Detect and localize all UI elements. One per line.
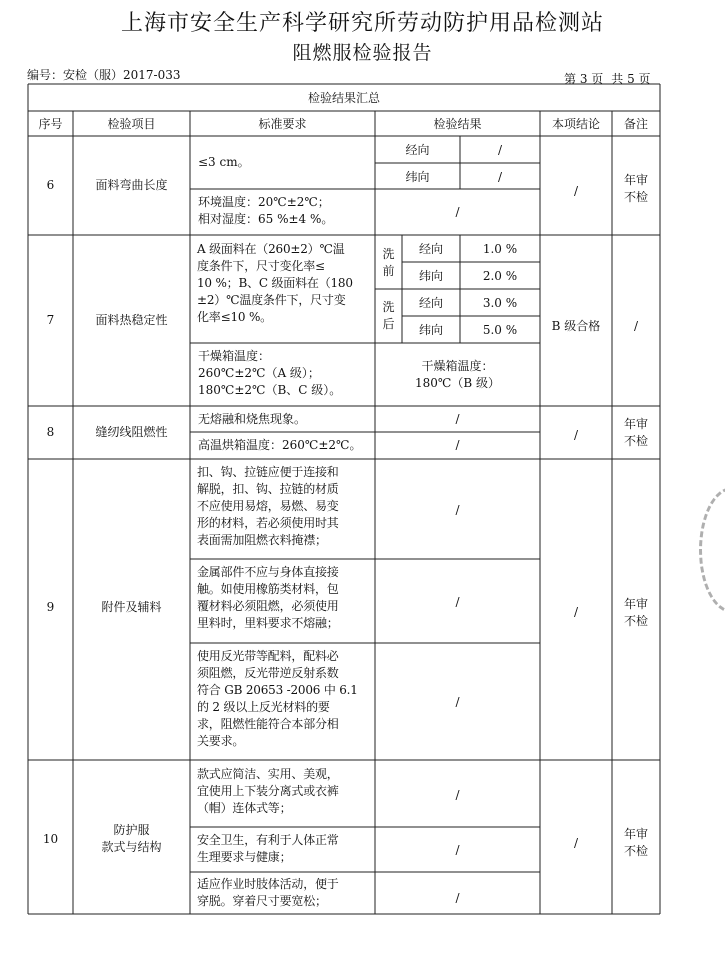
row9-item: 附件及辅料 xyxy=(101,600,162,614)
report-title: 阻燃服检验报告 xyxy=(292,42,433,64)
row7-remark: / xyxy=(633,319,639,333)
row6-warp-label: 经向 xyxy=(405,143,430,157)
row7-value-1: 1.0 % xyxy=(482,242,518,256)
row7-value-3: 3.0 % xyxy=(482,296,518,310)
row6-warp-result: / xyxy=(497,143,503,157)
row7-value-2: 2.0 % xyxy=(482,269,518,283)
document-number: 编号：安检（服）2017-033 xyxy=(27,68,181,82)
row7-after-wash-label: 洗 后 xyxy=(382,300,395,331)
row6-item: 面料弯曲长度 xyxy=(95,178,168,192)
organization-title: 上海市安全生产科学研究所劳动防护用品检测站 xyxy=(120,11,604,36)
row7-item: 面料热稳定性 xyxy=(95,313,168,327)
row6-number: 6 xyxy=(46,178,55,192)
row10-requirement-2: 安全卫生，有利于人体正常 生理要求与健康； xyxy=(197,833,339,864)
row6-weft-result: / xyxy=(497,170,503,184)
table-caption: 检验结果汇总 xyxy=(307,91,380,105)
row10-requirement-1: 款式应简洁、实用、美观， 宜使用上下装分离式或衣裤 （帽）连体式等； xyxy=(197,767,339,815)
row8-remark: 年审 不检 xyxy=(623,417,648,448)
row9-requirement-2: 金属部件不应与身体直接接 触。如使用橡筋类材料，包 覆材料必须阻燃，必须使用 里料时，里料要求不熔融； xyxy=(197,565,339,630)
row6-requirement-2: 环境温度：20℃±2℃； 相对湿度：65 %±4 %。 xyxy=(198,195,334,226)
row8-result-1: / xyxy=(455,412,460,426)
row9-conclusion: / xyxy=(573,605,579,619)
row7-warp-label-1: 经向 xyxy=(418,242,443,256)
row7-result-2: 干燥箱温度： 180℃（B 级） xyxy=(415,359,500,390)
row9-result-3: / xyxy=(455,695,460,709)
row10-requirement-3: 适应作业时肢体活动，便于 穿脱。穿着尺寸要宽松； xyxy=(197,877,339,908)
row7-before-wash-label: 洗 前 xyxy=(382,247,395,278)
col-header-item: 检验项目 xyxy=(107,117,156,131)
row7-number: 7 xyxy=(46,313,55,327)
col-header-requirement: 标准要求 xyxy=(258,117,307,131)
row10-number: 10 xyxy=(42,832,59,846)
row9-requirement-3: 使用反光带等配料，配料必 须阻燃，反光带逆反射系数 符合 GB 20653 -2006 中 6.1 的 2 级以上反光材料的要 求，阻燃性能符合本部分相 关要求。 xyxy=(197,649,358,748)
row8-requirement-2: 高温烘箱温度：260℃±2℃。 xyxy=(198,438,362,452)
row10-item: 防护服 款式与结构 xyxy=(101,823,162,854)
page-number: 第 3 页 xyxy=(564,72,604,86)
row6-condition-result: / xyxy=(455,205,460,219)
row10-result-1: / xyxy=(455,788,460,802)
row10-result-3: / xyxy=(455,891,460,905)
row7-requirement-1: A 级面料在（260±2）℃温 度条件下，尺寸变化率≤ 10 %；B、C 级面料在（180 ±2）℃温度条件下，尺寸变 化率≤10 %。 xyxy=(197,242,353,324)
row7-weft-label-1: 纬向 xyxy=(418,269,443,283)
row10-remark: 年审 不检 xyxy=(623,827,648,858)
row6-weft-label: 纬向 xyxy=(405,170,430,184)
row7-weft-label-2: 纬向 xyxy=(418,323,443,337)
row10-result-2: / xyxy=(455,843,460,857)
row6-conclusion: / xyxy=(573,184,579,198)
row7-warp-label-2: 经向 xyxy=(418,296,443,310)
col-header-result: 检验结果 xyxy=(433,117,482,131)
page-total: 共 5 页 xyxy=(611,72,651,86)
row8-number: 8 xyxy=(46,425,55,439)
col-header-remark: 备注 xyxy=(623,117,648,131)
row9-number: 9 xyxy=(46,600,55,614)
row6-remark: 年审 不检 xyxy=(623,173,648,204)
col-header-conclusion: 本项结论 xyxy=(551,117,600,131)
row7-conclusion: B 级合格 xyxy=(551,319,601,333)
row9-requirement-1: 扣、钩、拉链应便于连接和 解脱，扣、钩、拉链的材质 不应使用易熔，易燃、易变 形的材料，若必须使用时其 表面需加阻燃衣料掩襟； xyxy=(197,465,339,547)
col-header-no: 序号 xyxy=(38,117,63,131)
row9-remark: 年审 不检 xyxy=(623,597,648,628)
row8-item: 缝纫线阻燃性 xyxy=(95,425,168,439)
row7-value-4: 5.0 % xyxy=(482,323,518,337)
row6-requirement-1: ≤3 cm。 xyxy=(198,155,250,169)
row8-requirement-1: 无熔融和烧焦现象。 xyxy=(198,412,307,426)
row10-conclusion: / xyxy=(573,836,579,850)
row7-requirement-2: 干燥箱温度： 260℃±2℃（A 级）； 180℃±2℃（B、C 级）。 xyxy=(198,349,342,397)
row8-result-2: / xyxy=(455,438,460,452)
row9-result-2: / xyxy=(455,595,460,609)
row9-result-1: / xyxy=(455,503,460,517)
row8-conclusion: / xyxy=(573,428,579,442)
